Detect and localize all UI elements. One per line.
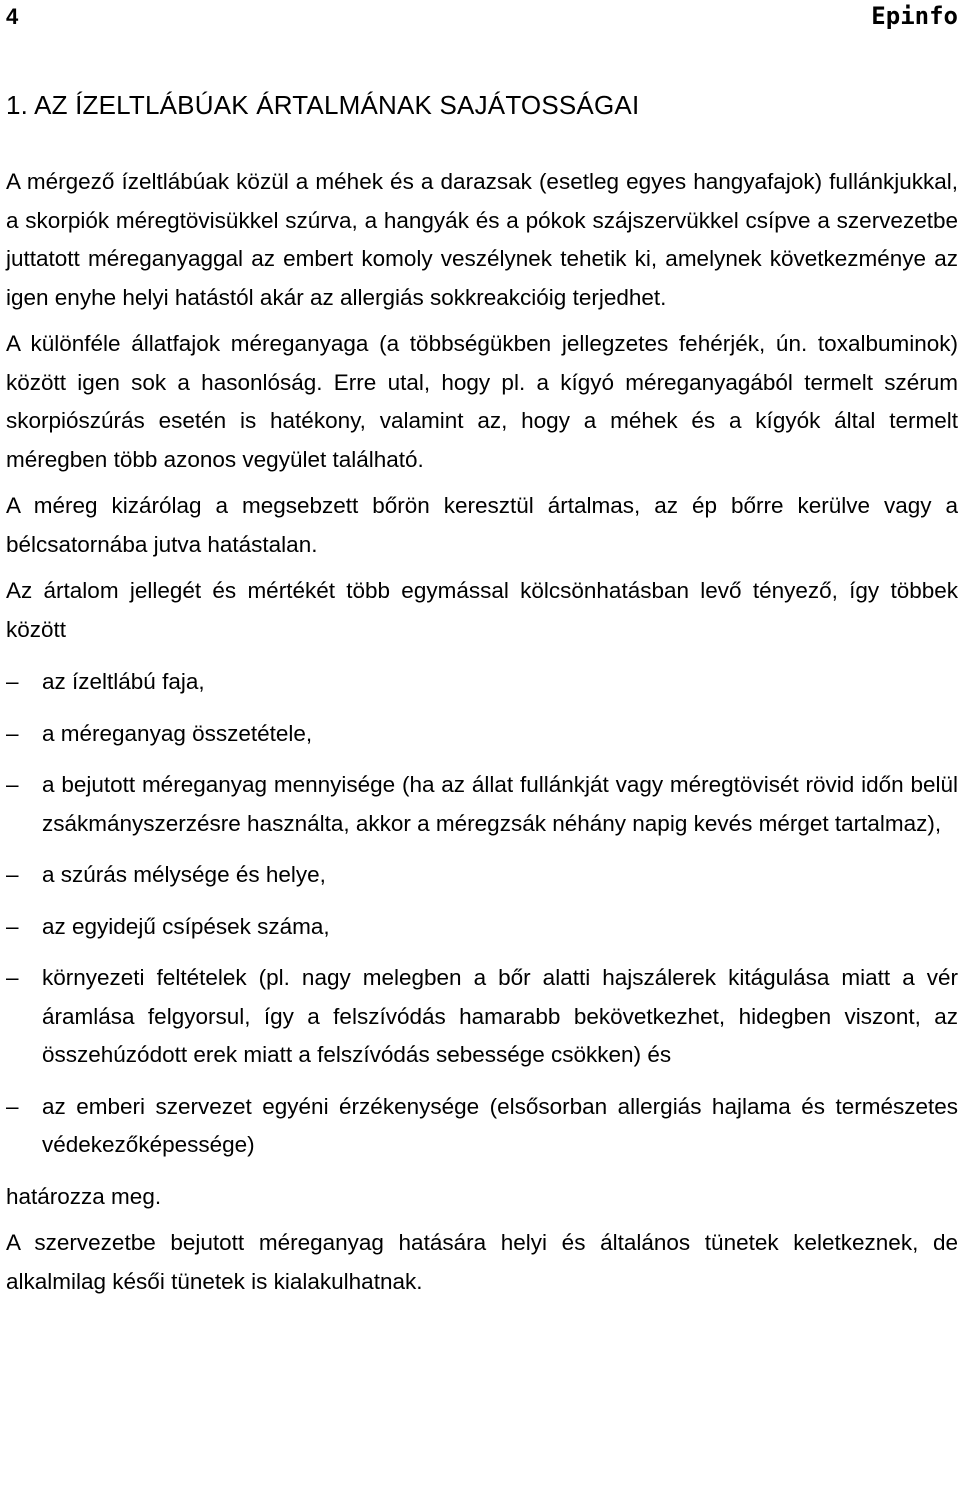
list-item-text: az ízeltlábú faja, <box>42 669 205 694</box>
chapter-title: 1. AZ ÍZELTLÁBÚAK ÁRTALMÁNAK SAJÁTOSSÁGAI <box>6 90 640 120</box>
list-item <box>6 959 958 1075</box>
list-item <box>6 766 958 843</box>
brand-logo: Epinfo <box>871 2 958 30</box>
page-header <box>6 0 958 40</box>
dash-bullet: – <box>6 720 19 746</box>
dash-bullet: – <box>6 772 19 797</box>
list-item-text: környezeti feltételek (pl. nagy melegben a bőr alatti hajszálerek kitágulása miatt a vér áramlása felgyorsul, így a felszívódás hamarabb bekövetkezhet, hidegben viszont, az összehúzódott erek miatt a felszívódás sebessége csökken) és <box>42 965 958 1067</box>
paragraph-skin: A méreg kizárólag a megsebzett bőrön keresztül ártalmas, az ép bőrre kerülve vagy a bélcsatornába jutva hatástalan. <box>6 493 958 557</box>
list-item-text: az emberi szervezet egyéni érzékenysége (elsősorban allergiás hajlama és természetes védekezőképessége) <box>42 1093 958 1157</box>
list-item <box>6 663 958 702</box>
list-item-text: a szúrás mélysége és helye, <box>42 862 326 887</box>
list-item <box>6 908 958 947</box>
paragraph-toxins: A különféle állatfajok méreganyaga (a többségükben jellegzetes fehérjék, ún. toxalbuminok) között igen sok a hasonlóság. Erre utal, hogy pl. a kígyó méreganyagából termelt szérum skorpiószúrás esetén is hatékony, valamint az, hogy a méhek és a kígyók által termelt méregben több azonos vegyület található. <box>6 331 958 472</box>
list-item <box>6 856 958 895</box>
dash-bullet: – <box>6 1093 19 1119</box>
factor-list <box>6 663 958 1165</box>
paragraph-closing: határozza meg. <box>6 1183 162 1209</box>
list-item <box>6 1088 958 1165</box>
document-page <box>6 0 958 1294</box>
dash-bullet: – <box>6 965 19 990</box>
dash-bullet: – <box>6 862 19 887</box>
dash-bullet: – <box>6 669 19 694</box>
body-text <box>6 163 958 1301</box>
list-item-text: az egyidejű csípések száma, <box>42 913 330 939</box>
page-number: 4 <box>6 4 19 29</box>
paragraph-intro: A mérgező ízeltlábúak közül a méhek és a darazsak (esetleg egyes hangyafajok) fullánkjukkal, a skorpiók méregtövisükkel szúrva, a hangyák és a pókok szájszervükkel csípve a szervezetbe juttatott méreganyaggal az embert komoly veszélynek tehetik ki, amelynek következménye az igen enyhe helyi hatástól akár az allergiás sokkreakcióig terjedhet. <box>6 169 958 310</box>
list-item <box>6 715 958 754</box>
paragraph-final: A szervezetbe bejutott méreganyag hatására helyi és általános tünetek keletkeznek, de alkalmilag késői tünetek is kialakulhatnak. <box>6 1230 958 1294</box>
paragraph-factors-intro: Az ártalom jellegét és mértékét több egymással kölcsönhatásban levő tényező, így többek között <box>6 578 958 642</box>
list-item-text: a bejutott méreganyag mennyisége (ha az állat fullánkját vagy méregtövisét rövid időn belül zsákmányszerzésre használta, akkor a méregzsák néhány napig kevés mérget tartalmaz), <box>42 772 958 836</box>
dash-bullet: – <box>6 913 19 939</box>
list-item-text: a méreganyag összetétele, <box>42 720 313 746</box>
